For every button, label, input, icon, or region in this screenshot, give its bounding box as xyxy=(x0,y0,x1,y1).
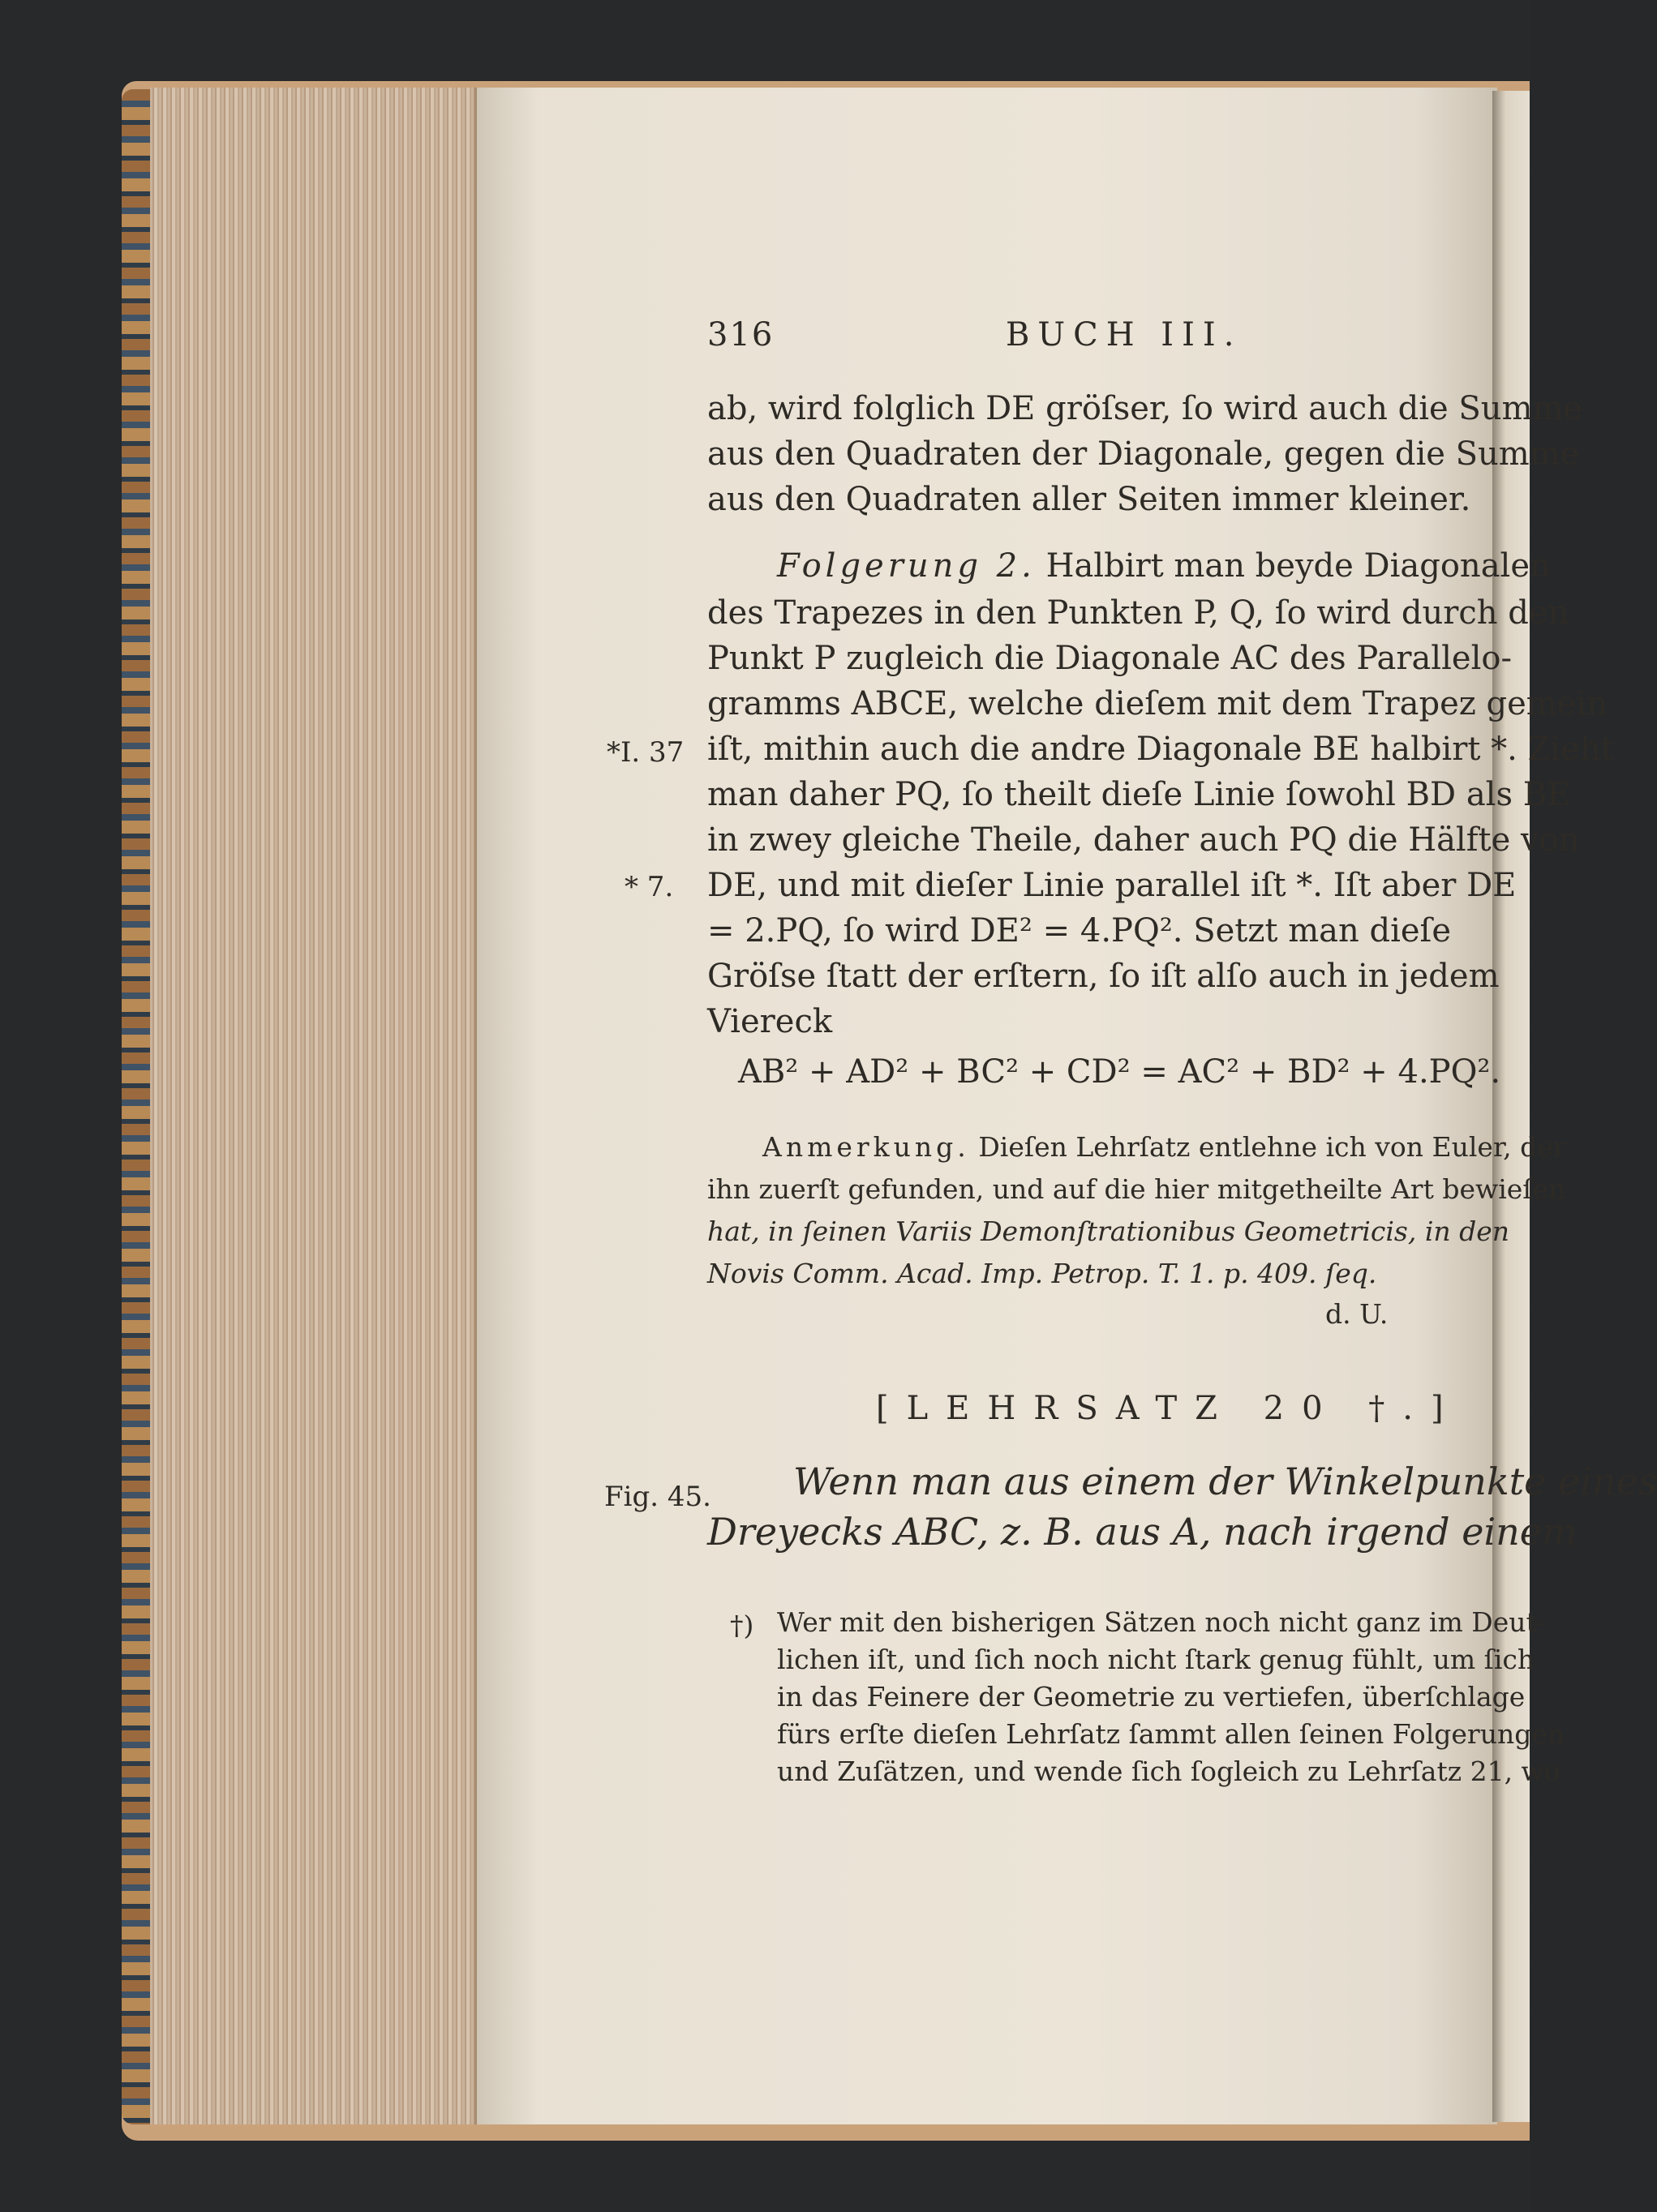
footnote-marker: †) xyxy=(730,1610,754,1641)
folgerung-line: man daher PQ, ſo theilt dieſe Linie ſowohl BD als BE xyxy=(707,776,1571,813)
anmerkung-line: Novis Comm. Acad. Imp. Petrop. T. 1. p. 409. ſeq. xyxy=(707,1258,1377,1289)
footnote-line: und Zuſätzen, und wende ſich ſogleich zu Lehrſatz 21, wo xyxy=(777,1755,1560,1787)
figure-reference: Fig. 45. xyxy=(604,1481,711,1513)
margin-reference: * 7. xyxy=(625,871,674,903)
body-line: aus den Quadraten aller Seiten immer kleiner. xyxy=(707,481,1471,518)
anmerkung-first-line xyxy=(762,1129,1566,1166)
anmerkung-line: hat, in ſeinen Variis Demonſtrationibus Geometricis, in den xyxy=(707,1215,1510,1247)
anmerkung-end-mark: d. U. xyxy=(1325,1298,1389,1330)
body-line: aus den Quadraten der Diagonale, gegen die Summe xyxy=(707,435,1580,473)
anmerkung-line: ihn zuerſt gefunden, und auf die hier mitgetheilte Art bewieſen xyxy=(707,1173,1566,1205)
footnote-line: Wer mit den bisherigen Sätzen noch nicht ganz im Deut- xyxy=(777,1606,1546,1638)
folgerung-line: DE, und mit dieſer Linie parallel iſt *. Iſt aber DE xyxy=(707,867,1517,904)
folgerung-first-line-rest: Halbirt man beyde Diagonalen xyxy=(1045,547,1551,585)
running-head: BUCH III. xyxy=(1006,316,1243,354)
folgerung-line: = 2.PQ, ſo wird DE² = 4.PQ². Setzt man dieſe xyxy=(707,912,1452,950)
folgerung-line: Viereck xyxy=(707,1003,833,1040)
lehrsatz-line: Wenn man aus einem der Winkelpunkte eines xyxy=(793,1460,1657,1503)
folgerung-line: iſt, mithin auch die andre Diagonale BE halbirt *. Zieht xyxy=(707,731,1614,768)
folgerung-first-line xyxy=(777,543,1551,589)
footnote-line: in das Feinere der Geometrie zu vertiefen, überſchlage xyxy=(777,1681,1526,1713)
folgerung-line: Punkt P zugleich die Diagonale AC des Parallelo- xyxy=(707,640,1512,677)
body-line: ab, wird folglich DE gröſser, ſo wird auch die Summe xyxy=(707,390,1583,427)
folgerung-line: des Trapezes in den Punkten P, Q, ſo wird durch den xyxy=(707,594,1569,632)
footnote-line: fürs erſte dieſen Lehrſatz ſammt allen ſeinen Folgerungen xyxy=(777,1718,1565,1750)
lehrsatz-line: Dreyecks ABC, z. B. aus A, nach irgend einem xyxy=(707,1510,1578,1554)
page-number: 316 xyxy=(707,316,775,354)
folgerung-line: in zwey gleiche Theile, daher auch PQ die Hälfte von xyxy=(707,821,1580,859)
anmerkung-label: Anmerkung. xyxy=(762,1131,970,1163)
folgerung-line: Gröſse ſtatt der erſtern, ſo iſt alſo auch in jedem xyxy=(707,958,1500,995)
footnote-line: lichen iſt, und ſich noch nicht ſtark genug fühlt, um ſich xyxy=(777,1644,1535,1675)
folgerung-line: gramms ABCE, welche dieſem mit dem Trapez gemein xyxy=(707,685,1608,722)
margin-reference: *I. 37 xyxy=(607,736,685,769)
equation: AB² + AD² + BC² + CD² = AC² + BD² + 4.PQ². xyxy=(738,1053,1501,1091)
folgerung-label: Folgerung 2. xyxy=(777,547,1036,585)
anmerkung-first-line-rest: Dieſen Lehrſatz entlehne ich von Euler, der xyxy=(978,1131,1566,1163)
page-block-edge xyxy=(150,88,477,2124)
lehrsatz-title: [LEHRSATZ 20 †.] xyxy=(876,1390,1462,1427)
